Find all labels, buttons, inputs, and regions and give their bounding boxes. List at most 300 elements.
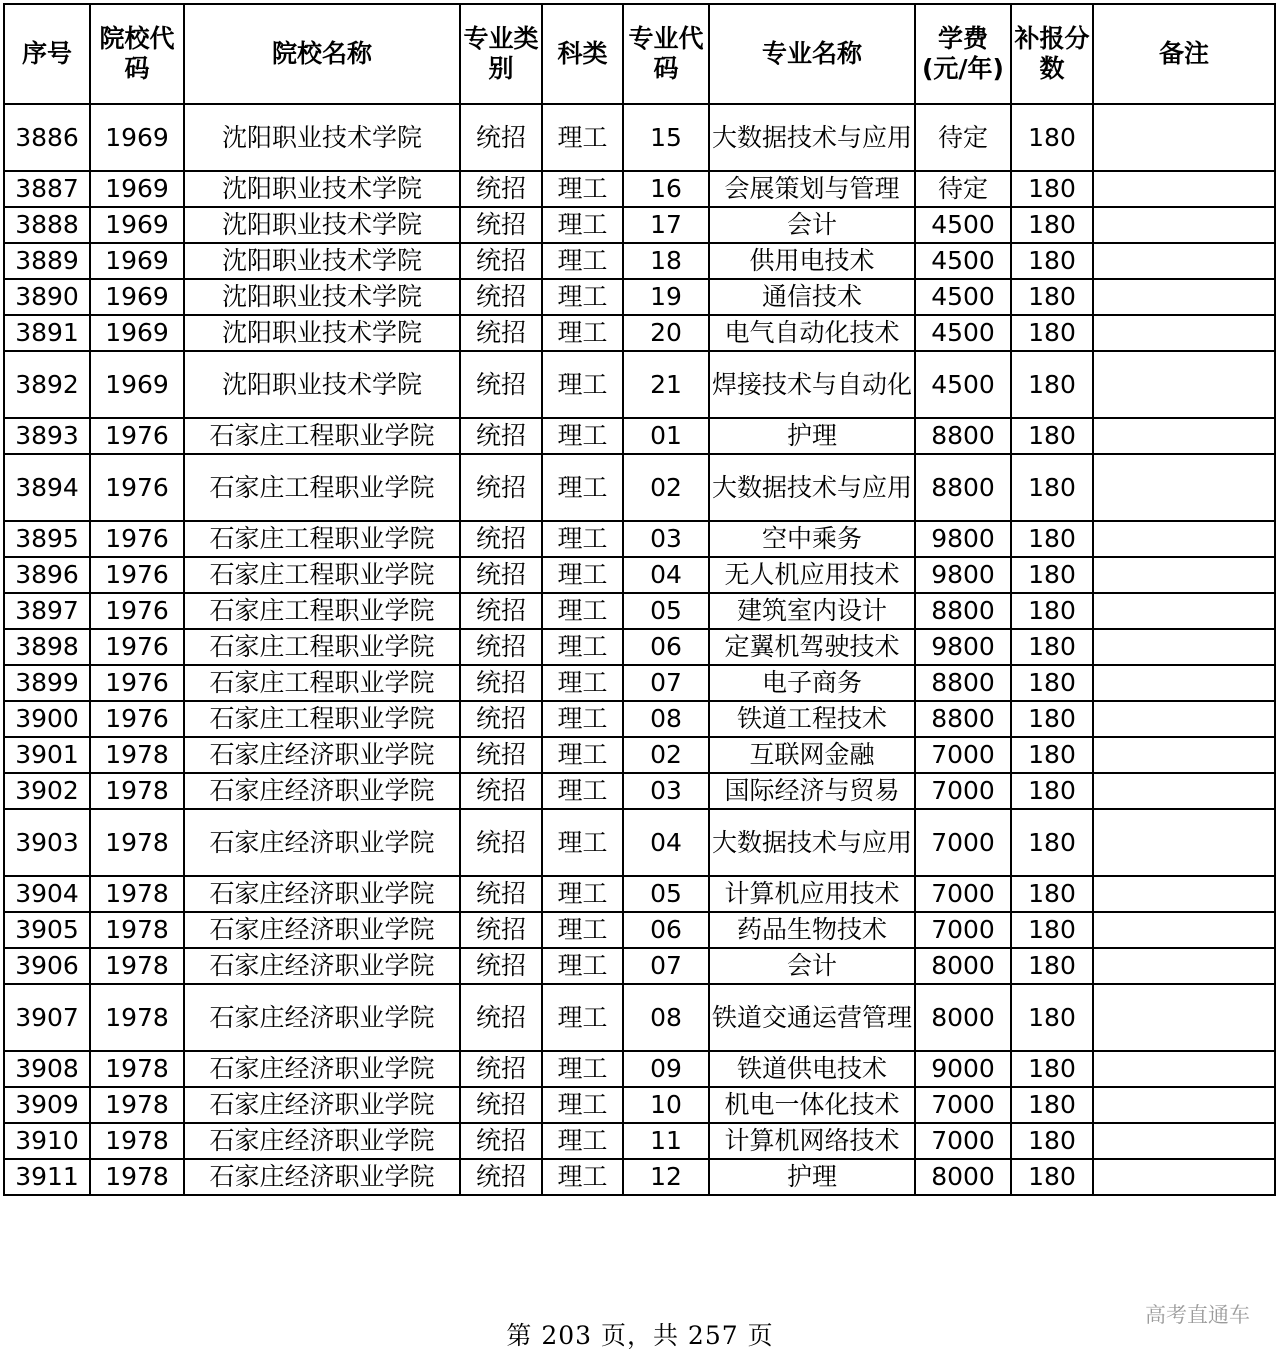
cell-seq: 3896 [4,557,90,593]
cell-major-type: 统招 [460,629,542,665]
cell-seq: 3907 [4,984,90,1051]
cell-major-code: 20 [623,315,709,351]
cell-major-type: 统招 [460,418,542,454]
table-row [4,876,1275,912]
cell-remark [1093,557,1275,593]
cell-major-name: 电子商务 [709,665,915,701]
cell-major-type: 统招 [460,809,542,876]
cell-tuition: 9800 [915,521,1011,557]
cell-major-name: 药品生物技术 [709,912,915,948]
cell-school-code: 1969 [90,207,184,243]
cell-score: 180 [1011,171,1093,207]
cell-major-name: 焊接技术与自动化 [709,351,915,418]
cell-major-code: 04 [623,809,709,876]
cell-remark [1093,279,1275,315]
cell-category: 理工 [542,629,623,665]
cell-major-code: 03 [623,773,709,809]
cell-score: 180 [1011,629,1093,665]
cell-category: 理工 [542,104,623,171]
table-row [4,912,1275,948]
cell-tuition: 4500 [915,207,1011,243]
cell-major-name: 空中乘务 [709,521,915,557]
cell-category: 理工 [542,1087,623,1123]
cell-tuition: 8800 [915,593,1011,629]
cell-major-code: 18 [623,243,709,279]
cell-remark [1093,454,1275,521]
admissions-table [3,3,1276,1196]
cell-major-code: 05 [623,593,709,629]
cell-major-type: 统招 [460,1087,542,1123]
cell-remark [1093,207,1275,243]
cell-school-code: 1978 [90,1087,184,1123]
cell-major-code: 01 [623,418,709,454]
cell-score: 180 [1011,593,1093,629]
cell-tuition: 9800 [915,629,1011,665]
table-row [4,773,1275,809]
cell-school-code: 1969 [90,243,184,279]
cell-major-name: 大数据技术与应用 [709,809,915,876]
cell-seq: 3894 [4,454,90,521]
cell-remark [1093,243,1275,279]
cell-tuition: 9800 [915,557,1011,593]
cell-major-code: 19 [623,279,709,315]
cell-school-code: 1969 [90,279,184,315]
table-row [4,1123,1275,1159]
table-header-row [4,4,1275,104]
cell-school-name: 沈阳职业技术学院 [184,315,460,351]
table-row [4,557,1275,593]
cell-seq: 3908 [4,1051,90,1087]
cell-category: 理工 [542,1123,623,1159]
cell-score: 180 [1011,315,1093,351]
cell-category: 理工 [542,243,623,279]
cell-seq: 3895 [4,521,90,557]
cell-major-type: 统招 [460,521,542,557]
cell-tuition: 7000 [915,809,1011,876]
cell-remark [1093,351,1275,418]
header-score: 补报分数 [1011,4,1093,104]
cell-remark [1093,315,1275,351]
table-row [4,315,1275,351]
cell-tuition: 7000 [915,1123,1011,1159]
cell-school-name: 石家庄经济职业学院 [184,737,460,773]
cell-tuition: 8800 [915,665,1011,701]
cell-major-type: 统招 [460,1051,542,1087]
cell-major-type: 统招 [460,1123,542,1159]
cell-seq: 3906 [4,948,90,984]
cell-score: 180 [1011,104,1093,171]
cell-tuition: 8800 [915,701,1011,737]
cell-major-name: 定翼机驾驶技术 [709,629,915,665]
cell-seq: 3886 [4,104,90,171]
cell-school-code: 1976 [90,629,184,665]
cell-category: 理工 [542,984,623,1051]
cell-remark [1093,1159,1275,1195]
cell-score: 180 [1011,984,1093,1051]
table-row [4,984,1275,1051]
cell-school-name: 石家庄工程职业学院 [184,418,460,454]
cell-major-code: 06 [623,912,709,948]
cell-seq: 3893 [4,418,90,454]
table-row [4,521,1275,557]
cell-school-code: 1978 [90,876,184,912]
cell-major-code: 02 [623,454,709,521]
cell-major-type: 统招 [460,279,542,315]
cell-school-code: 1978 [90,912,184,948]
table-row [4,243,1275,279]
table-row [4,351,1275,418]
cell-major-type: 统招 [460,454,542,521]
cell-major-code: 08 [623,701,709,737]
cell-seq: 3902 [4,773,90,809]
cell-major-type: 统招 [460,315,542,351]
table-body [4,104,1275,1195]
cell-tuition: 9000 [915,1051,1011,1087]
cell-major-code: 15 [623,104,709,171]
cell-remark [1093,171,1275,207]
cell-school-code: 1976 [90,521,184,557]
cell-remark [1093,1051,1275,1087]
cell-school-code: 1969 [90,104,184,171]
cell-score: 180 [1011,243,1093,279]
cell-major-name: 会计 [709,948,915,984]
cell-school-name: 石家庄工程职业学院 [184,557,460,593]
cell-school-code: 1978 [90,1123,184,1159]
cell-seq: 3899 [4,665,90,701]
cell-tuition: 7000 [915,773,1011,809]
cell-major-type: 统招 [460,171,542,207]
cell-school-name: 石家庄工程职业学院 [184,593,460,629]
cell-major-code: 17 [623,207,709,243]
page-number: 第 203 页，共 257 页 [506,1321,774,1350]
header-major-type: 专业类别 [460,4,542,104]
cell-tuition: 4500 [915,315,1011,351]
cell-major-code: 07 [623,948,709,984]
cell-score: 180 [1011,701,1093,737]
cell-remark [1093,912,1275,948]
cell-category: 理工 [542,701,623,737]
table-row [4,418,1275,454]
cell-score: 180 [1011,737,1093,773]
cell-category: 理工 [542,912,623,948]
cell-school-code: 1976 [90,701,184,737]
cell-score: 180 [1011,1051,1093,1087]
cell-score: 180 [1011,773,1093,809]
cell-seq: 3890 [4,279,90,315]
cell-major-name: 国际经济与贸易 [709,773,915,809]
cell-school-code: 1969 [90,171,184,207]
cell-seq: 3888 [4,207,90,243]
cell-major-name: 铁道供电技术 [709,1051,915,1087]
table-row [4,279,1275,315]
cell-seq: 3901 [4,737,90,773]
cell-category: 理工 [542,351,623,418]
table-row [4,171,1275,207]
cell-major-code: 04 [623,557,709,593]
cell-school-name: 石家庄经济职业学院 [184,1051,460,1087]
cell-category: 理工 [542,418,623,454]
cell-seq: 3910 [4,1123,90,1159]
table-row [4,665,1275,701]
cell-major-code: 07 [623,665,709,701]
cell-major-name: 互联网金融 [709,737,915,773]
cell-school-code: 1978 [90,984,184,1051]
cell-score: 180 [1011,912,1093,948]
cell-score: 180 [1011,1087,1093,1123]
cell-school-code: 1978 [90,737,184,773]
cell-tuition: 7000 [915,1087,1011,1123]
cell-major-name: 大数据技术与应用 [709,104,915,171]
cell-seq: 3903 [4,809,90,876]
cell-school-code: 1969 [90,315,184,351]
cell-category: 理工 [542,521,623,557]
cell-major-name: 大数据技术与应用 [709,454,915,521]
table-row [4,454,1275,521]
table-row [4,809,1275,876]
cell-major-type: 统招 [460,984,542,1051]
header-category: 科类 [542,4,623,104]
cell-tuition: 8800 [915,418,1011,454]
cell-major-name: 会计 [709,207,915,243]
cell-remark [1093,665,1275,701]
cell-school-code: 1978 [90,948,184,984]
cell-tuition: 8000 [915,1159,1011,1195]
cell-major-code: 12 [623,1159,709,1195]
cell-major-name: 电气自动化技术 [709,315,915,351]
cell-seq: 3887 [4,171,90,207]
cell-major-name: 会展策划与管理 [709,171,915,207]
cell-school-name: 石家庄经济职业学院 [184,773,460,809]
cell-tuition: 4500 [915,351,1011,418]
table-row [4,1051,1275,1087]
cell-tuition: 待定 [915,171,1011,207]
cell-score: 180 [1011,948,1093,984]
cell-tuition: 7000 [915,912,1011,948]
cell-major-name: 铁道交通运营管理 [709,984,915,1051]
cell-category: 理工 [542,876,623,912]
table-row [4,701,1275,737]
cell-category: 理工 [542,1159,623,1195]
cell-score: 180 [1011,207,1093,243]
cell-major-code: 16 [623,171,709,207]
cell-major-name: 建筑室内设计 [709,593,915,629]
cell-remark [1093,876,1275,912]
cell-major-type: 统招 [460,948,542,984]
cell-category: 理工 [542,593,623,629]
table-row [4,104,1275,171]
cell-school-code: 1976 [90,454,184,521]
cell-score: 180 [1011,454,1093,521]
cell-major-type: 统招 [460,557,542,593]
cell-category: 理工 [542,557,623,593]
cell-major-type: 统招 [460,351,542,418]
cell-school-name: 沈阳职业技术学院 [184,171,460,207]
cell-major-type: 统招 [460,912,542,948]
cell-major-code: 05 [623,876,709,912]
cell-school-code: 1969 [90,351,184,418]
cell-school-name: 沈阳职业技术学院 [184,207,460,243]
cell-tuition: 8000 [915,948,1011,984]
cell-remark [1093,948,1275,984]
cell-school-name: 沈阳职业技术学院 [184,279,460,315]
cell-school-name: 沈阳职业技术学院 [184,104,460,171]
cell-major-type: 统招 [460,243,542,279]
cell-tuition: 4500 [915,243,1011,279]
cell-remark [1093,984,1275,1051]
table-row [4,1087,1275,1123]
cell-school-name: 石家庄经济职业学院 [184,1123,460,1159]
cell-remark [1093,1087,1275,1123]
cell-school-code: 1976 [90,665,184,701]
cell-major-code: 21 [623,351,709,418]
table-row [4,593,1275,629]
cell-score: 180 [1011,521,1093,557]
cell-school-name: 石家庄经济职业学院 [184,948,460,984]
cell-school-name: 石家庄工程职业学院 [184,521,460,557]
cell-category: 理工 [542,207,623,243]
cell-seq: 3892 [4,351,90,418]
cell-seq: 3898 [4,629,90,665]
cell-remark [1093,737,1275,773]
header-major-name: 专业名称 [709,4,915,104]
cell-seq: 3911 [4,1159,90,1195]
cell-score: 180 [1011,351,1093,418]
cell-major-type: 统招 [460,104,542,171]
cell-remark [1093,593,1275,629]
cell-score: 180 [1011,876,1093,912]
cell-major-code: 11 [623,1123,709,1159]
cell-seq: 3909 [4,1087,90,1123]
cell-major-type: 统招 [460,1159,542,1195]
cell-major-code: 10 [623,1087,709,1123]
cell-school-name: 石家庄工程职业学院 [184,454,460,521]
cell-major-type: 统招 [460,665,542,701]
cell-major-type: 统招 [460,207,542,243]
cell-major-name: 护理 [709,1159,915,1195]
cell-school-name: 石家庄经济职业学院 [184,1159,460,1195]
cell-score: 180 [1011,557,1093,593]
cell-major-type: 统招 [460,876,542,912]
cell-category: 理工 [542,737,623,773]
cell-school-name: 石家庄经济职业学院 [184,876,460,912]
cell-major-code: 02 [623,737,709,773]
cell-major-name: 无人机应用技术 [709,557,915,593]
cell-category: 理工 [542,1051,623,1087]
cell-category: 理工 [542,279,623,315]
cell-remark [1093,1123,1275,1159]
cell-tuition: 8800 [915,454,1011,521]
cell-school-name: 石家庄经济职业学院 [184,809,460,876]
cell-school-name: 沈阳职业技术学院 [184,351,460,418]
watermark: 高考直通车 [1145,1303,1250,1327]
cell-category: 理工 [542,454,623,521]
cell-category: 理工 [542,773,623,809]
cell-school-code: 1978 [90,1051,184,1087]
cell-category: 理工 [542,171,623,207]
cell-major-name: 计算机应用技术 [709,876,915,912]
table-row [4,207,1275,243]
cell-seq: 3889 [4,243,90,279]
header-school-code: 院校代码 [90,4,184,104]
cell-remark [1093,418,1275,454]
cell-school-name: 石家庄经济职业学院 [184,1087,460,1123]
table-row [4,1159,1275,1195]
cell-category: 理工 [542,665,623,701]
cell-major-type: 统招 [460,773,542,809]
cell-major-code: 06 [623,629,709,665]
cell-major-name: 铁道工程技术 [709,701,915,737]
cell-school-code: 1978 [90,773,184,809]
cell-major-name: 供用电技术 [709,243,915,279]
cell-score: 180 [1011,665,1093,701]
cell-school-name: 石家庄工程职业学院 [184,665,460,701]
cell-school-code: 1978 [90,1159,184,1195]
header-tuition: 学费(元/年) [915,4,1011,104]
cell-school-name: 石家庄经济职业学院 [184,984,460,1051]
header-remark: 备注 [1093,4,1275,104]
cell-school-name: 石家庄工程职业学院 [184,629,460,665]
cell-major-code: 09 [623,1051,709,1087]
cell-seq: 3904 [4,876,90,912]
cell-school-code: 1976 [90,593,184,629]
cell-seq: 3905 [4,912,90,948]
cell-remark [1093,104,1275,171]
cell-school-name: 石家庄工程职业学院 [184,701,460,737]
cell-seq: 3891 [4,315,90,351]
cell-remark [1093,629,1275,665]
cell-major-type: 统招 [460,737,542,773]
cell-score: 180 [1011,809,1093,876]
cell-major-type: 统招 [460,593,542,629]
cell-remark [1093,773,1275,809]
header-major-code: 专业代码 [623,4,709,104]
cell-remark [1093,809,1275,876]
cell-school-name: 石家庄经济职业学院 [184,912,460,948]
cell-school-code: 1976 [90,557,184,593]
cell-tuition: 待定 [915,104,1011,171]
cell-seq: 3900 [4,701,90,737]
cell-major-name: 计算机网络技术 [709,1123,915,1159]
cell-tuition: 7000 [915,876,1011,912]
cell-score: 180 [1011,1123,1093,1159]
cell-major-name: 通信技术 [709,279,915,315]
cell-school-code: 1976 [90,418,184,454]
cell-remark [1093,701,1275,737]
cell-score: 180 [1011,418,1093,454]
cell-category: 理工 [542,809,623,876]
cell-major-code: 03 [623,521,709,557]
cell-tuition: 4500 [915,279,1011,315]
cell-tuition: 7000 [915,737,1011,773]
cell-major-type: 统招 [460,701,542,737]
cell-school-code: 1978 [90,809,184,876]
cell-score: 180 [1011,1159,1093,1195]
cell-major-name: 机电一体化技术 [709,1087,915,1123]
cell-major-code: 08 [623,984,709,1051]
header-seq: 序号 [4,4,90,104]
cell-tuition: 8000 [915,984,1011,1051]
cell-school-name: 沈阳职业技术学院 [184,243,460,279]
cell-category: 理工 [542,948,623,984]
cell-score: 180 [1011,279,1093,315]
table-row [4,948,1275,984]
cell-seq: 3897 [4,593,90,629]
cell-major-name: 护理 [709,418,915,454]
table-row [4,737,1275,773]
header-school-name: 院校名称 [184,4,460,104]
cell-remark [1093,521,1275,557]
cell-category: 理工 [542,315,623,351]
